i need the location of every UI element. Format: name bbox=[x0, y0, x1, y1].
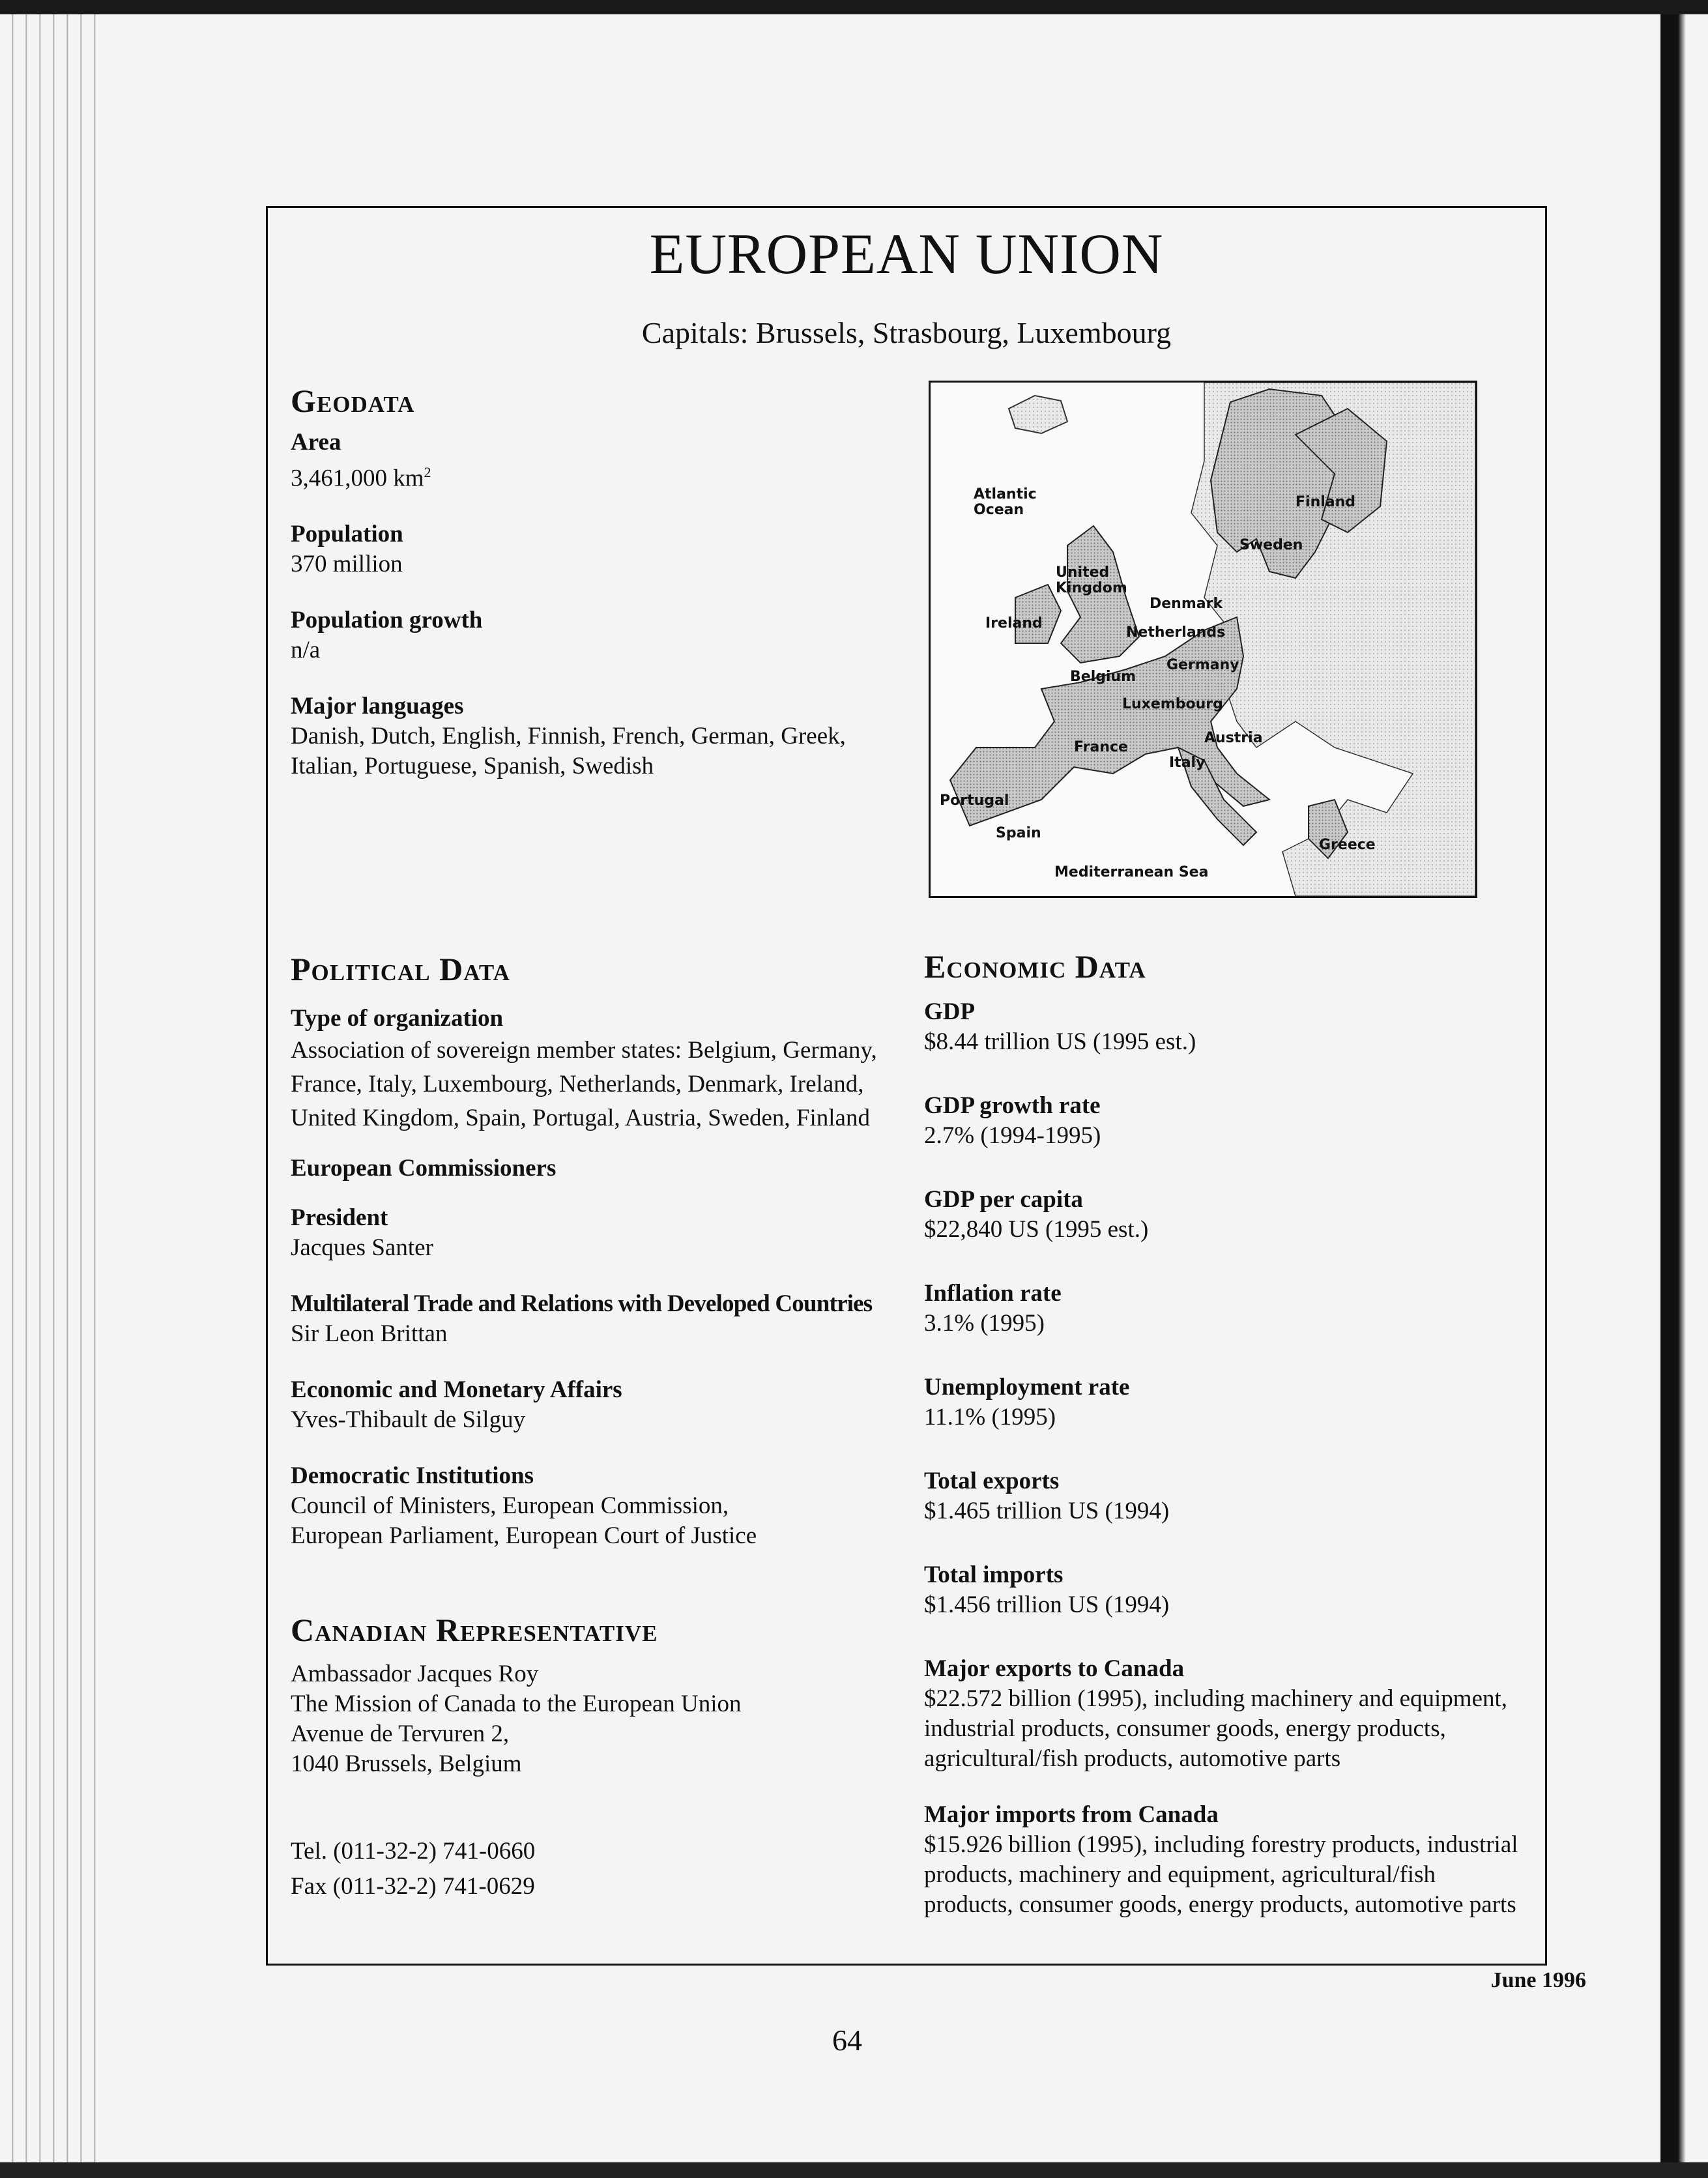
total-exports-value: $1.465 trillion US (1994) bbox=[924, 1498, 1170, 1524]
president-value: Jacques Santer bbox=[291, 1234, 433, 1261]
representative-section bbox=[291, 1659, 916, 1904]
europe-map-graphic bbox=[931, 383, 1475, 896]
inflation-label: Inflation rate bbox=[924, 1280, 1062, 1307]
map-label-kingdom: Kingdom bbox=[1056, 580, 1127, 596]
map-label-ocean: Ocean bbox=[974, 502, 1024, 518]
economic-imports-from-canada bbox=[924, 1800, 1530, 1920]
map-label-luxembourg: Luxembourg bbox=[1122, 696, 1223, 712]
exports-to-canada-label: Major exports to Canada bbox=[924, 1655, 1185, 1682]
political-organization bbox=[291, 1004, 890, 1135]
imports-from-canada-value: $15.926 billion (1995), including forestry products, industrial products, machinery and equipment, agricultural/fish products, consumer goods, energy products, automotive parts bbox=[924, 1831, 1518, 1918]
geodata-area bbox=[291, 428, 877, 493]
gdp-growth-value: 2.7% (1994-1995) bbox=[924, 1122, 1101, 1149]
economic-heading: Economic Data bbox=[924, 948, 1146, 985]
economic-unemployment bbox=[924, 1372, 1530, 1432]
page-binding-edge bbox=[0, 14, 98, 2162]
page-title: EUROPEAN UNION bbox=[649, 223, 1164, 286]
representative-fax: Fax (011-32-2) 741-0629 bbox=[291, 1873, 535, 1900]
page-right-edge bbox=[1647, 14, 1708, 2162]
political-heading: Political Data bbox=[291, 951, 510, 987]
trade-value: Sir Leon Brittan bbox=[291, 1320, 448, 1347]
map-label-greece: Greece bbox=[1319, 837, 1376, 853]
political-monetary bbox=[291, 1375, 890, 1435]
gdp-growth-label: GDP growth rate bbox=[924, 1092, 1101, 1119]
map-label-italy: Italy bbox=[1169, 755, 1206, 771]
map-label-ireland: Ireland bbox=[985, 615, 1043, 632]
representative-line-1: Ambassador Jacques Roy bbox=[291, 1661, 539, 1687]
institutions-value: Council of Ministers, European Commission, European Parliament, European Court of Justice bbox=[291, 1492, 757, 1549]
economic-inflation bbox=[924, 1279, 1530, 1339]
monetary-value: Yves-Thibault de Silguy bbox=[291, 1406, 526, 1433]
political-institutions bbox=[291, 1461, 890, 1551]
economic-exports-to-canada bbox=[924, 1654, 1530, 1774]
total-imports-value: $1.456 trillion US (1994) bbox=[924, 1591, 1170, 1618]
map-label-germany: Germany bbox=[1166, 657, 1239, 673]
population-growth-label: Population growth bbox=[291, 607, 483, 634]
representative-tel: Tel. (011-32-2) 741-0660 bbox=[291, 1838, 536, 1865]
representative-line-3: Avenue de Tervuren 2, bbox=[291, 1721, 510, 1747]
map-label-france: France bbox=[1074, 739, 1128, 755]
institutions-label: Democratic Institutions bbox=[291, 1462, 534, 1489]
population-label: Population bbox=[291, 521, 403, 548]
political-president bbox=[291, 1203, 890, 1263]
monetary-label: Economic and Monetary Affairs bbox=[291, 1376, 622, 1403]
map-label-denmark: Denmark bbox=[1150, 596, 1223, 612]
inflation-value: 3.1% (1995) bbox=[924, 1310, 1045, 1337]
organization-label: Type of organization bbox=[291, 1005, 504, 1032]
map-label-austria: Austria bbox=[1204, 730, 1263, 746]
page-number: 64 bbox=[832, 2024, 862, 2057]
political-commissioners bbox=[291, 1154, 890, 1183]
geodata-population bbox=[291, 519, 877, 579]
political-trade bbox=[291, 1289, 890, 1349]
map-label-netherlands: Netherlands bbox=[1126, 624, 1226, 641]
map-label-sweden: Sweden bbox=[1239, 537, 1303, 553]
economic-section bbox=[924, 997, 1530, 1947]
geodata-languages bbox=[291, 691, 877, 781]
area-value: 3,461,000 $km^2$ bbox=[291, 464, 431, 492]
exports-to-canada-value: $22.572 billion (1995), including machinery and equipment, industrial products, consumer goods, energy products, agricultural/fish products, automotive parts bbox=[924, 1685, 1508, 1772]
political-section bbox=[291, 1004, 890, 1578]
map-label-mediterranean: Mediterranean Sea bbox=[1054, 864, 1209, 880]
gdp-per-capita-value: $22,840 US (1995 est.) bbox=[924, 1216, 1149, 1243]
economic-gdp-per-capita bbox=[924, 1185, 1530, 1245]
map-label-atlantic: Atlantic bbox=[974, 486, 1037, 502]
commissioners-label: European Commissioners bbox=[291, 1155, 557, 1182]
representative-line-4: 1040 Brussels, Belgium bbox=[291, 1750, 522, 1777]
gdp-per-capita-label: GDP per capita bbox=[924, 1186, 1083, 1213]
total-exports-label: Total exports bbox=[924, 1468, 1060, 1494]
scan-edge-top bbox=[0, 0, 1708, 14]
europe-map bbox=[929, 381, 1477, 898]
map-label-belgium: Belgium bbox=[1070, 669, 1136, 685]
imports-from-canada-label: Major imports from Canada bbox=[924, 1801, 1219, 1828]
organization-value: Association of sovereign member states: Belgium, Germany, France, Italy, Luxembourg, Netherlands, Denmark, Ireland, United Kingdom, Spain, Portugal, Austria, Sweden, Finland bbox=[291, 1037, 877, 1131]
languages-value: Danish, Dutch, English, Finnish, French, German, Greek, Italian, Portuguese, Spanish, Swedish bbox=[291, 723, 846, 780]
economic-total-exports bbox=[924, 1466, 1530, 1526]
gdp-value: $8.44 trillion US (1995 est.) bbox=[924, 1028, 1196, 1055]
trade-label: Multilateral Trade and Relations with Developed Countries bbox=[291, 1290, 873, 1317]
area-label: Area bbox=[291, 429, 341, 456]
languages-label: Major languages bbox=[291, 693, 464, 720]
map-label-spain: Spain bbox=[996, 825, 1041, 841]
gdp-label: GDP bbox=[924, 998, 976, 1025]
total-imports-label: Total imports bbox=[924, 1561, 1064, 1588]
economic-gdp-growth bbox=[924, 1091, 1530, 1151]
unemployment-value: 11.1% (1995) bbox=[924, 1404, 1056, 1430]
president-label: President bbox=[291, 1204, 388, 1231]
capitals-line: Capitals: Brussels, Strasbourg, Luxembourg bbox=[641, 316, 1172, 349]
geodata-heading: Geodata bbox=[291, 383, 415, 419]
map-label-finland: Finland bbox=[1295, 494, 1356, 510]
unemployment-label: Unemployment rate bbox=[924, 1374, 1130, 1401]
map-label-portugal: Portugal bbox=[940, 792, 1009, 809]
representative-line-2: The Mission of Canada to the European Union bbox=[291, 1691, 742, 1717]
publication-date: June 1996 bbox=[1490, 1968, 1586, 1992]
geodata-section bbox=[291, 428, 877, 809]
population-growth-value: n/a bbox=[291, 637, 321, 664]
map-label-united: United bbox=[1056, 564, 1110, 581]
economic-gdp bbox=[924, 997, 1530, 1057]
scan-edge-bottom bbox=[0, 2162, 1708, 2178]
geodata-population-growth bbox=[291, 605, 877, 665]
economic-total-imports bbox=[924, 1560, 1530, 1620]
population-value: 370 million bbox=[291, 551, 403, 578]
representative-heading: Canadian Representative bbox=[291, 1612, 658, 1648]
